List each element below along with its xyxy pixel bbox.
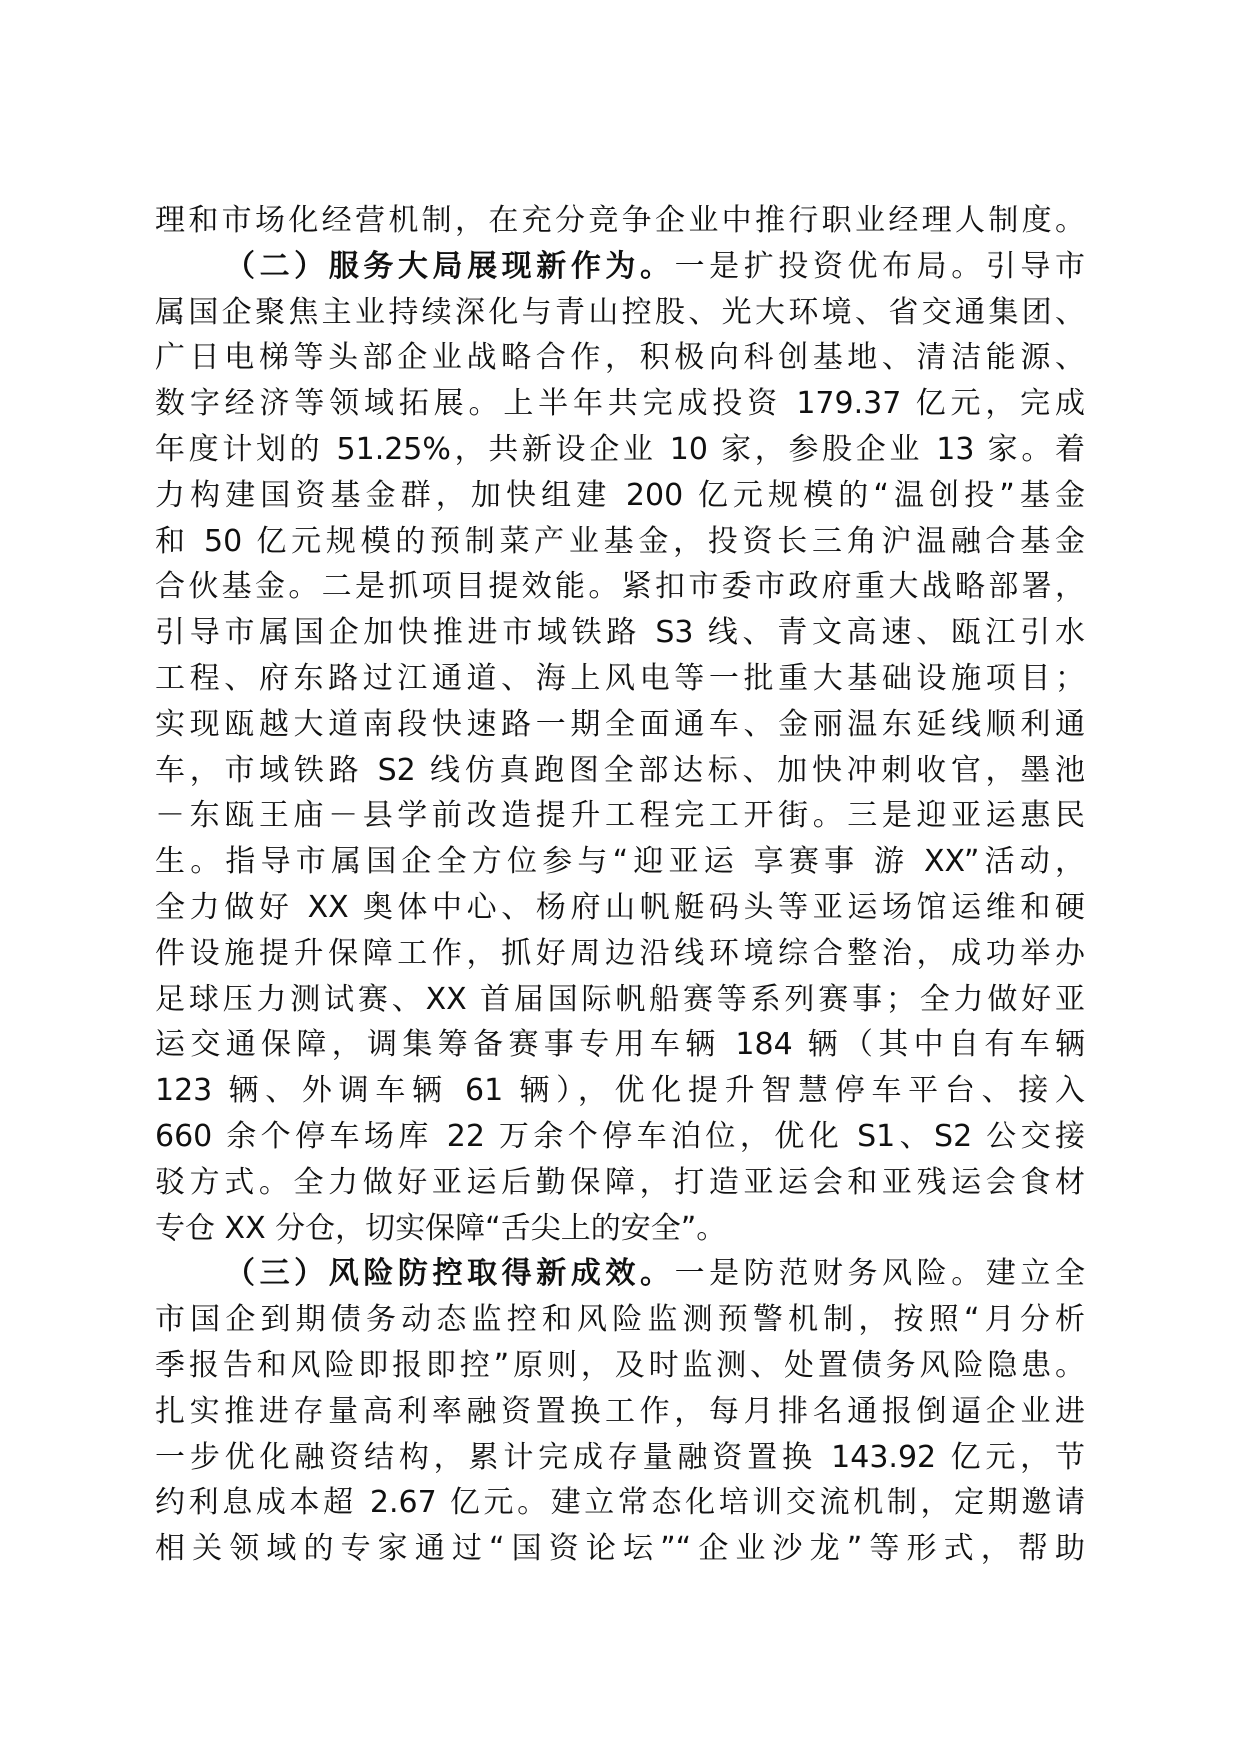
text-line: 理和市场化经营机制，在充分竞争企业中推行职业经理人制度。 [155,203,1085,238]
text-line: 季报告和风险即报即控”原则，及时监测、处置债务风险隐患。 [155,1347,1085,1383]
text-line: 引导市属国企加快推进市域铁路 S3 线、青文高速、瓯江引水 [155,615,1085,651]
text-line: 和 50 亿元规模的预制菜产业基金，投资长三角沪温融合基金 [155,523,1085,559]
text-line: 市国企到期债务动态监控和风险监测预警机制，按照“月分析 [155,1302,1085,1338]
text-line: 实现瓯越大道南段快速路一期全面通车、金丽温东延线顺利通 [155,706,1085,742]
text-line: 相关领域的专家通过“国资论坛”“企业沙龙”等形式，帮助 [155,1531,1085,1567]
text-line: 车，市域铁路 S2 线仿真跑图全部达标、加快冲刺收官，墨池 [155,752,1085,788]
text-line: 数字经济等领域拓展。上半年共完成投资 179.37 亿元，完成 [155,386,1085,422]
section-3-first-line [155,1251,1085,1297]
text-line: 年度计划的 51.25%，共新设企业 10 家，参股企业 13 家。着 [155,431,1085,467]
document-body [155,198,1085,1572]
text-line: 驳方式。全力做好亚运后勤保障，打造亚运会和亚残运会食材 [155,1164,1085,1200]
section-2-first-line [155,244,1085,290]
section-2-first-text: 一是扩投资优布局。引导市 [674,248,1086,284]
text-line: 工程、府东路过江通道、海上风电等一批重大基础设施项目； [155,660,1085,696]
text-line: 属国企聚焦主业持续深化与青山控股、光大环境、省交通集团、 [155,294,1085,330]
text-line: 广日电梯等头部企业战略合作，积极向科创基地、清洁能源、 [155,340,1085,376]
text-line: 扎实推进存量高利率融资置换工作，每月排名通报倒逼企业进 [155,1393,1085,1429]
text-line: 专仓 XX 分仓，切实保障“舌尖上的安全”。 [155,1210,727,1246]
text-line: 足球压力测试赛、XX 首届国际帆船赛等系列赛事；全力做好亚 [155,981,1085,1017]
section-3-first-text: 一是防范财务风险。建立全 [674,1256,1086,1292]
section-2-heading: （二）服务大局展现新作为。 [225,248,675,284]
text-line: 约利息成本超 2.67 亿元。建立常态化培训交流机制，定期邀请 [155,1485,1085,1521]
text-line: 合伙基金。二是抓项目提效能。紧扣市委市政府重大战略部署， [155,569,1085,605]
text-line: 全力做好 XX 奥体中心、杨府山帆艇码头等亚运场馆运维和硬 [155,889,1085,925]
text-line: 运交通保障，调集筹备赛事专用车辆 184 辆（其中自有车辆 [155,1027,1085,1063]
text-line: 生。指导市属国企全方位参与“迎亚运 享赛事 游 XX”活动， [155,844,1085,880]
text-line: 660 余个停车场库 22 万余个停车泊位，优化 S1、S2 公交接 [155,1118,1085,1154]
section-3-heading: （三）风险防控取得新成效。 [225,1256,675,1292]
text-line: 件设施提升保障工作，抓好周边沿线环境综合整治，成功举办 [155,935,1085,971]
text-line: 123 辆、外调车辆 61 辆），优化提升智慧停车平台、接入 [155,1073,1085,1109]
text-line: 一步优化融资结构，累计完成存量融资置换 143.92 亿元，节 [155,1439,1085,1475]
text-line: －东瓯王庙－县学前改造提升工程完工开街。三是迎亚运惠民 [155,798,1085,834]
text-line: 力构建国资基金群，加快组建 200 亿元规模的“温创投”基金 [155,477,1085,513]
